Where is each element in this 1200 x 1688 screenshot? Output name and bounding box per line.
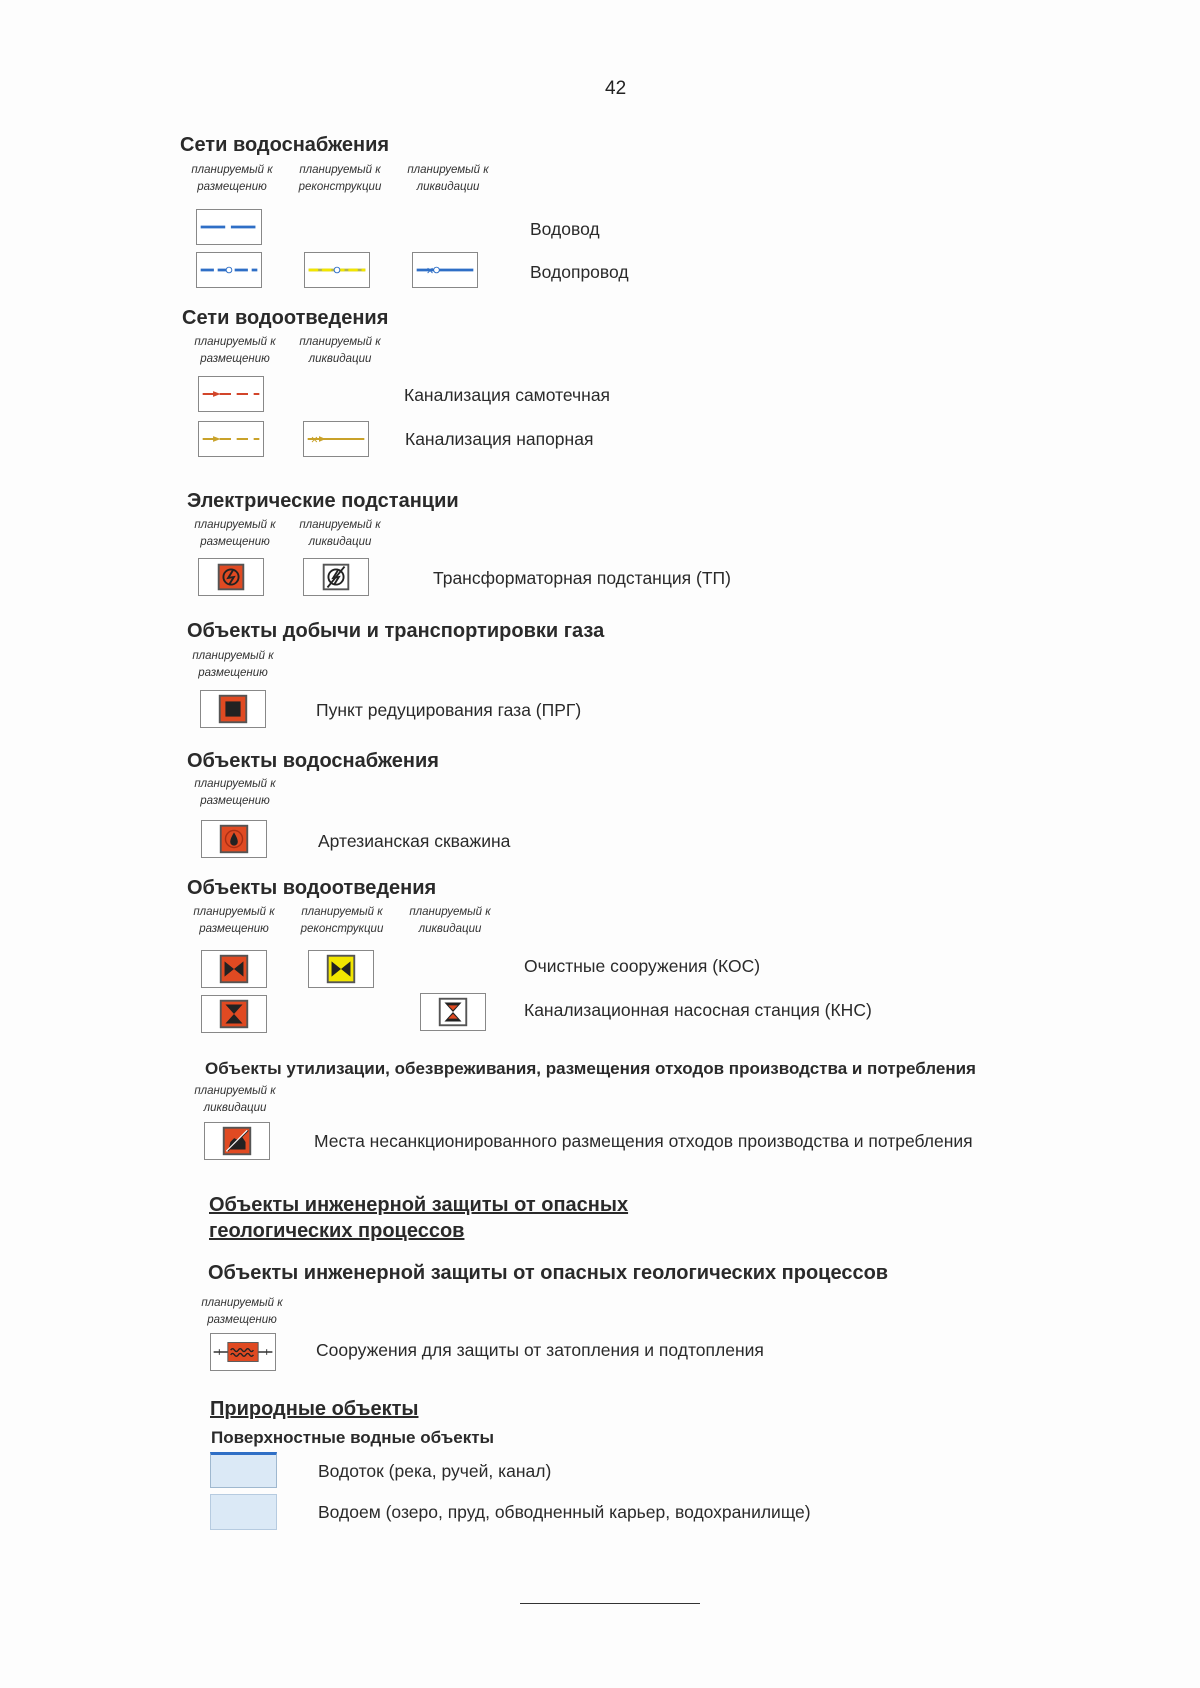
label-water-pipe: Водопровод bbox=[530, 262, 629, 282]
symbol-water-pipe-liquidate bbox=[412, 252, 478, 288]
caption-liquidate: планируемый к ликвидации bbox=[299, 519, 381, 548]
symbol-transformer-substation-liquidate bbox=[303, 558, 369, 596]
caption-liquidate: планируемый к ликвидации bbox=[299, 336, 381, 365]
label-watercourse: Водоток (река, ручей, канал) bbox=[318, 1461, 552, 1481]
caption-reconstruct: планируемый к реконструкции bbox=[300, 906, 384, 935]
symbol-unauthorized-waste bbox=[204, 1122, 270, 1160]
symbol-watercourse bbox=[210, 1452, 277, 1488]
label-pumping-station: Канализационная насосная станция (КНС) bbox=[524, 1000, 872, 1020]
svg-text:✕: ✕ bbox=[310, 434, 319, 446]
caption-place: планируемый к размещению bbox=[191, 164, 273, 193]
symbol-water-pipe-planned bbox=[196, 252, 262, 288]
symbol-gas-reduction-point bbox=[200, 690, 266, 728]
symbol-water-main-planned bbox=[196, 209, 262, 245]
section-title-engineering: Объекты инженерной защиты от опасных геологических процессов bbox=[208, 1262, 889, 1284]
label-pressure-sewer: Канализация напорная bbox=[405, 429, 594, 449]
symbol-treatment-plant-reconstruct bbox=[308, 950, 374, 988]
group-title-nature: Природные объекты bbox=[210, 1398, 419, 1420]
label-flood-protection: Сооружения для защиты от затопления и подтопления bbox=[316, 1340, 764, 1360]
section-title-substations: Электрические подстанции bbox=[187, 490, 459, 512]
label-treatment-plant: Очистные сооружения (КОС) bbox=[524, 956, 761, 976]
caption-place: планируемый к размещению bbox=[192, 650, 274, 679]
section-title-waste: Объекты утилизации, обезвреживания, размещения отходов производства и потребления bbox=[205, 1059, 976, 1078]
caption-liquidate: планируемый к ликвидации bbox=[409, 906, 491, 935]
caption-place: планируемый к размещению bbox=[194, 778, 276, 807]
section-title-drainage-objects: Объекты водоотведения bbox=[187, 877, 437, 899]
caption-liquidate: планируемый к ликвидации bbox=[194, 1085, 276, 1114]
symbol-pressure-sewer-planned bbox=[198, 421, 264, 457]
section-title-gas: Объекты добычи и транспортировки газа bbox=[187, 620, 605, 642]
caption-liquidate: планируемый к ликвидации bbox=[407, 164, 489, 193]
symbol-artesian-well bbox=[201, 820, 267, 858]
footer-divider bbox=[520, 1603, 700, 1604]
symbol-flood-protection bbox=[210, 1333, 276, 1371]
section-title-surface-water: Поверхностные водные объекты bbox=[211, 1428, 495, 1447]
symbol-pressure-sewer-liquidate bbox=[303, 421, 369, 457]
label-water-main: Водовод bbox=[530, 219, 600, 239]
group-title-engineering: Объекты инженерной защиты от опасных геологических процессов bbox=[209, 1194, 629, 1242]
caption-place: планируемый к размещению bbox=[193, 906, 275, 935]
section-title-drainage-networks: Сети водоотведения bbox=[182, 307, 389, 329]
label-gas-reduction-point: Пункт редуцирования газа (ПРГ) bbox=[316, 700, 582, 720]
label-water-body: Водоем (озеро, пруд, обводненный карьер, водохранилище) bbox=[318, 1502, 811, 1522]
page-number: 42 bbox=[605, 78, 627, 99]
label-transformer-substation: Трансформаторная подстанция (ТП) bbox=[433, 568, 731, 588]
label-gravity-sewer: Канализация самотечная bbox=[404, 385, 611, 405]
caption-reconstruct: планируемый к реконструкции bbox=[298, 164, 382, 193]
symbol-gravity-sewer-planned bbox=[198, 376, 264, 412]
caption-place: планируемый к размещению bbox=[194, 336, 276, 365]
section-title-water-objects: Объекты водоснабжения bbox=[187, 750, 439, 772]
label-artesian-well: Артезианская скважина bbox=[318, 831, 511, 851]
label-unauthorized-waste: Места несанкционированного размещения отходов производства и потребления bbox=[314, 1131, 973, 1151]
symbol-pumping-station-liquidate bbox=[420, 993, 486, 1031]
caption-place: планируемый к размещению bbox=[194, 519, 276, 548]
symbol-treatment-plant-planned bbox=[201, 950, 267, 988]
symbol-water-pipe-reconstruct bbox=[304, 252, 370, 288]
symbol-pumping-station-planned bbox=[201, 995, 267, 1033]
caption-place: планируемый к размещению bbox=[201, 1297, 283, 1326]
symbol-transformer-substation-planned bbox=[198, 558, 264, 596]
symbol-water-body bbox=[210, 1494, 277, 1530]
svg-text:✕: ✕ bbox=[426, 265, 435, 277]
section-title-water-networks: Сети водоснабжения bbox=[180, 134, 390, 156]
